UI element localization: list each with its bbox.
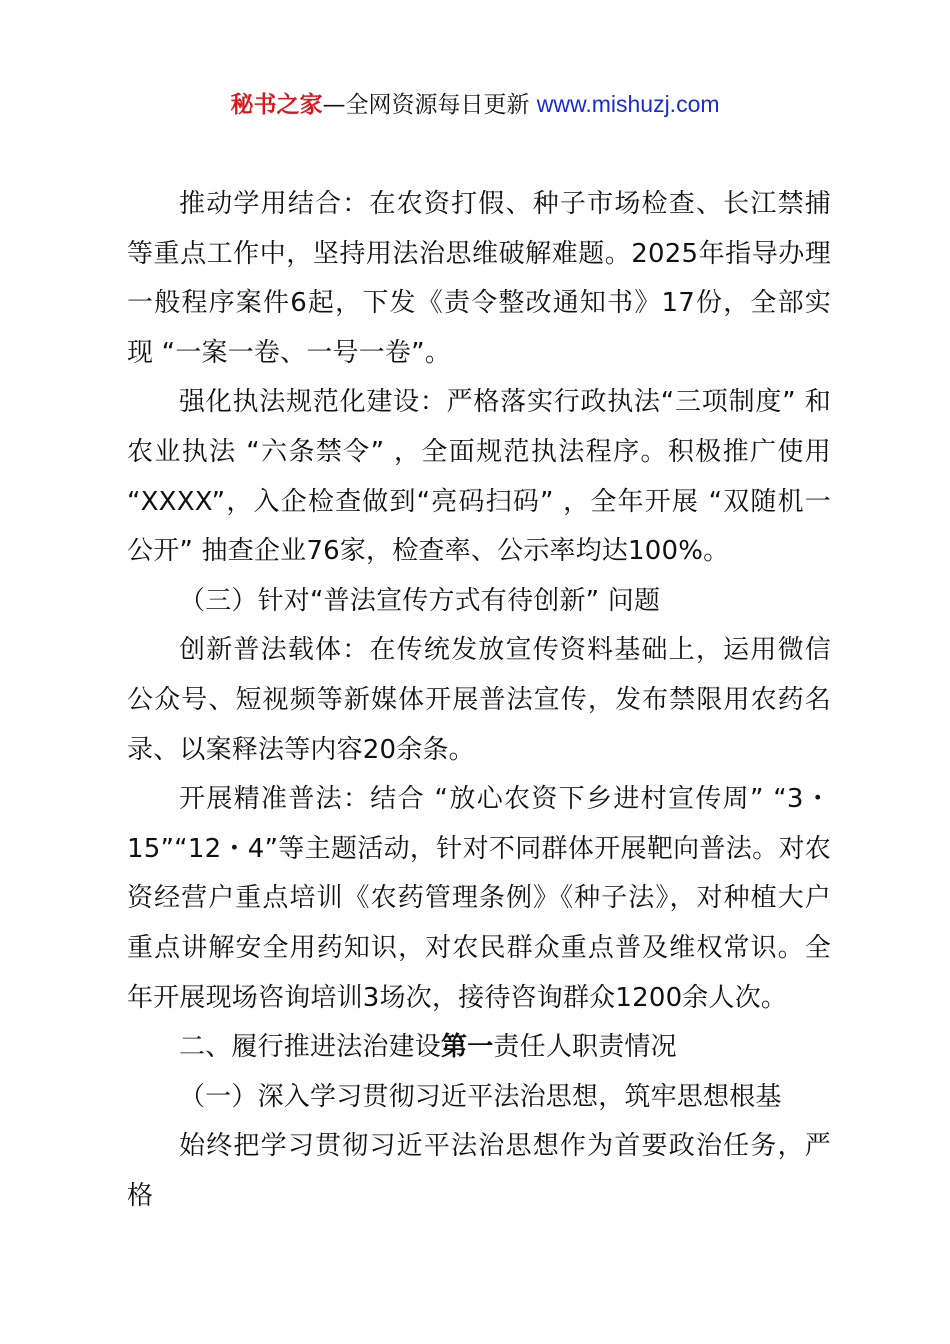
subheading-study-thought: （一）深入学习贯彻习近平法治思想，筑牢思想根基 <box>179 1081 782 1112</box>
site-tagline: —全网资源每日更新 <box>322 92 537 118</box>
section-heading-part-1: 二、履行推进法治建设 <box>179 1032 442 1063</box>
section-heading-responsibility <box>127 1023 831 1073</box>
subheading-publicity-innovation: （三）针对“普法宣传方式有待创新” 问题 <box>179 585 661 616</box>
section-heading-part-2: 责任人职责情况 <box>493 1032 677 1063</box>
paragraph-study-task: 始终把学习贯彻习近平法治思想作为首要政治任务，严格 <box>127 1131 831 1211</box>
site-brand: 秘书之家 <box>230 92 323 118</box>
paragraph-law-application: 推动学用结合：在农资打假、种子市场检查、长江禁捕等重点工作中，坚持用法治思维破解难题。2025年指导办理一般程序案件6起，下发《责令整改通知书》17份，全部实现 “一案一卷、一号一卷”。 <box>127 189 831 368</box>
paragraph-innovative-carriers: 创新普法载体：在传统发放宣传资料基础上，运用微信公众号、短视频等新媒体开展普法宣传，发布禁限用农药名录、以案释法等内容20余条。 <box>127 635 831 765</box>
section-heading-bold-part: 第一 <box>441 1032 494 1063</box>
site-header <box>0 88 950 121</box>
site-url-link[interactable]: www.mishuzj.com <box>536 91 720 117</box>
document-body <box>127 180 831 1221</box>
paragraph-enforcement-standardization: 强化执法规范化建设：严格落实行政执法“三项制度” 和农业执法 “六条禁令” ，全面规范执法程序。积极推广使用 “XXXX”，入企检查做到“亮码扫码” ，全年开展 “双随机一公开” 抽查企业76家，检查率、公示率均达100%。 <box>127 387 831 567</box>
paragraph-precise-publicity: 开展精准普法：结合 “放心农资下乡进村宣传周” “3・15”“12・4”等主题活动，针对不同群体开展靶向普法。对农资经营户重点培训《农药管理条例》《种子法》，对种植大户重点讲解安全用药知识，对农民群众重点普及维权常识。全年开展现场咨询培训3场次，接待咨询群众1200余人次。 <box>127 784 831 1013</box>
